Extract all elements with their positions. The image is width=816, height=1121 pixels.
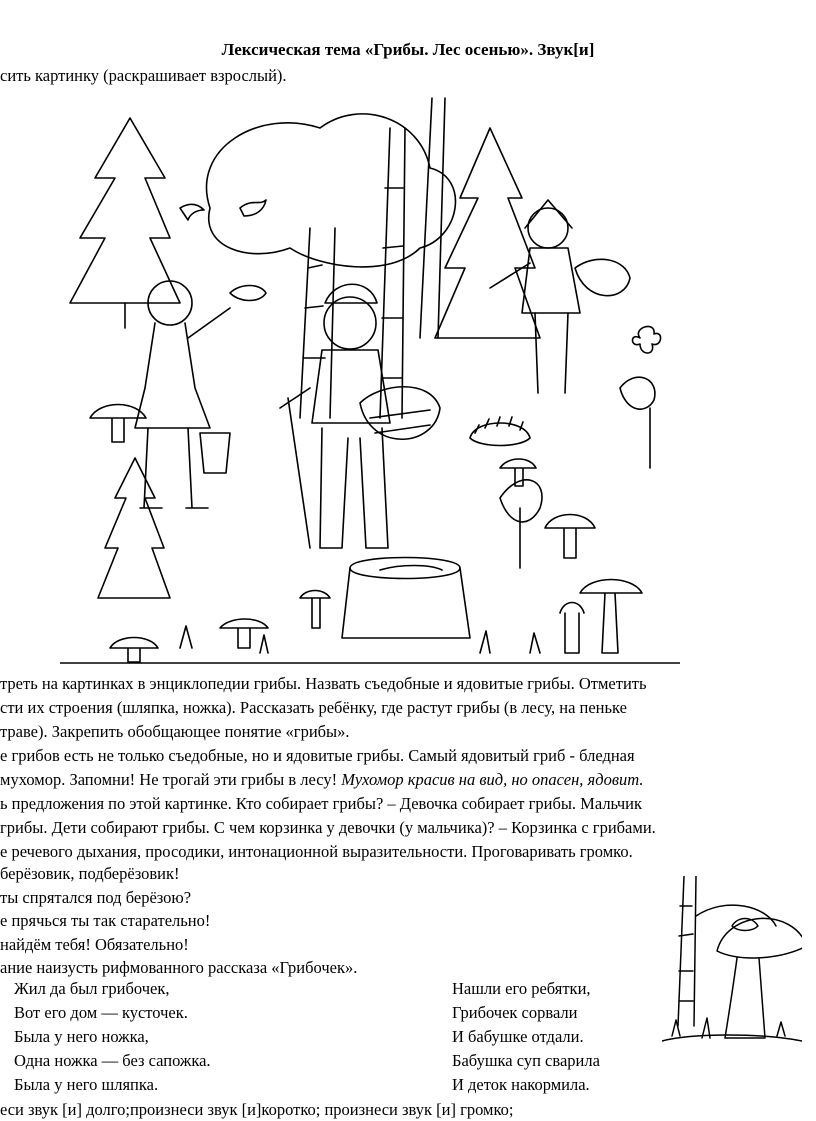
text-italic-warning: Мухомор красив на вид, но опасен, ядовит. — [341, 770, 644, 789]
text-line: еси звук [и] долго;произнеси звук [и]коротко; произнеси звук [и] громко; — [0, 1100, 514, 1119]
text-line: е грибов есть не только съедобные, но и ядовитые грибы. Самый ядовитый гриб - бледная — [0, 746, 635, 765]
text-line: сти их строения (шляпка, ножка). Рассказать ребёнку, где растут грибы (в лесу, на пеньке — [0, 698, 627, 717]
page-title: Лексическая тема «Грибы. Лес осенью». Звук[и] — [221, 40, 595, 59]
text-plain: мухомор. Запомни! Не трогай эти грибы в лесу! — [0, 770, 342, 789]
instruction-coloring: сить картинку (раскрашивает взрослый). — [0, 66, 287, 85]
poem-line: Одна ножка — без сапожка. — [14, 1051, 211, 1070]
poem-line: И бабушке отдали. — [452, 1027, 584, 1046]
poem-intro: ание наизусть рифмованного рассказа «Грибочек». — [0, 958, 358, 977]
text-line: траве). Закрепить обобщающее понятие «грибы». — [0, 722, 350, 741]
chant-line: е прячься ты так старательно! — [0, 911, 211, 930]
chant-line: ты спрятался под берёзою? — [0, 888, 192, 907]
text-line: ь предложения по этой картинке. Кто собирает грибы? – Девочка собирает грибы. Мальчик — [0, 794, 642, 813]
mushroom-illustration — [662, 876, 802, 1052]
poem-line: Была у него ножка, — [14, 1027, 149, 1046]
poem-line: И деток накормила. — [452, 1075, 590, 1094]
text-line — [0, 770, 643, 790]
poem-line: Жил да был грибочек, — [14, 979, 170, 998]
forest-illustration — [60, 88, 680, 668]
poem-line: Была у него шляпка. — [14, 1075, 159, 1094]
chant-line: найдём тебя! Обязательно! — [0, 935, 189, 954]
poem-line: Бабушка суп сварила — [452, 1051, 600, 1070]
poem-line: Вот его дом — кусточек. — [14, 1003, 188, 1022]
poem-left-column — [14, 977, 211, 1097]
poem-line: Нашли его ребятки, — [452, 979, 591, 998]
poem-line: Грибочек сорвали — [452, 1003, 578, 1022]
text-line: грибы. Дети собирают грибы. С чем корзинка у девочки (у мальчика)? – Корзинка с грибами. — [0, 818, 656, 837]
text-line: треть на картинках в энциклопедии грибы. Назвать съедобные и ядовитые грибы. Отметить — [0, 674, 647, 693]
chant-line: берёзовик, подберёзовик! — [0, 864, 180, 883]
poem-right-column — [452, 977, 600, 1097]
text-line: е речевого дыхания, просодики, интонационной выразительности. Проговаривать громко. — [0, 842, 633, 861]
